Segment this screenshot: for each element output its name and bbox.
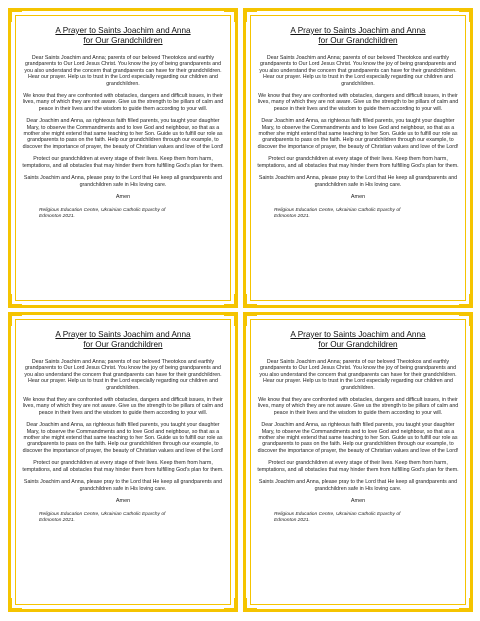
footer-credit — [39, 512, 225, 524]
card-content — [15, 319, 231, 605]
footer-line-2: Edmonton 2021. — [274, 517, 310, 523]
prayer-paragraph: Dear Saints Joachim and Anna; parents of our beloved Theotokos and earthly grandparents to Our Lord Jesus Christ. You know the joy of being grandparents and you also understand the concern that grandparents can have for their grandchildren. Hear our prayer. Help us to trust in the Lord especially regarding our children and grandchildren. — [24, 359, 222, 391]
prayer-title — [21, 26, 225, 45]
prayer-paragraph: Saints Joachim and Anna, please pray to the Lord that He keep all grandparents and grandchildren safe in His loving care. — [258, 479, 458, 492]
footer-credit — [39, 208, 225, 220]
footer-line-1: Religious Education Centre, Ukrainian Catholic Eparchy of — [39, 207, 166, 213]
prayer-title — [21, 330, 225, 349]
footer-line-1: Religious Education Centre, Ukrainian Catholic Eparchy of — [274, 511, 401, 517]
prayer-card — [243, 312, 473, 612]
prayer-title — [256, 26, 460, 45]
prayer-paragraph: Saints Joachim and Anna, please pray to the Lord that He keep all grandparents and grandchildren safe in His loving care. — [23, 175, 223, 188]
title-line-1: A Prayer to Saints Joachim and Anna — [290, 330, 426, 339]
amen-text: Amen — [350, 193, 366, 200]
card-content — [250, 15, 466, 301]
title-line-2: for Our Grandchildren — [318, 339, 398, 349]
prayer-paragraph: We know that they are confronted with obstacles, dangers and difficult issues, in their lives, many of which they are not aware. Give us the strength to be pillars of calm and peace in their lives and the wisdom to guide them according to your will. — [257, 397, 459, 416]
prayer-card — [243, 8, 473, 308]
prayer-paragraph: We know that they are confronted with obstacles, dangers and difficult issues, in their lives, many of which they are not aware. Give us the strength to be pillars of calm and peace in their lives and the wisdom to guide them according to your will. — [22, 397, 224, 416]
prayer-paragraph: Protect our grandchildren at every stage of their lives. Keep them from harm, temptations, and all obstacles that may hinder them from fulfilling God’s plan for them. — [22, 156, 224, 169]
footer-credit — [274, 208, 460, 220]
footer-credit — [274, 512, 460, 524]
prayer-paragraph: Dear Saints Joachim and Anna; parents of our beloved Theotokos and earthly grandparents to Our Lord Jesus Christ. You know the joy of being grandparents and you also understand the concern that grandparents can have for their grandchildren. Hear our prayer. Help us to trust in the Lord especially regarding our children and grandchildren. — [259, 55, 457, 87]
amen-text: Amen — [115, 497, 131, 504]
prayer-paragraph: Dear Saints Joachim and Anna; parents of our beloved Theotokos and earthly grandparents to Our Lord Jesus Christ. You know the joy of being grandparents and you also understand the concern that grandparents can have for their grandchildren. Hear our prayer. Help us to trust in the Lord especially regarding our children and grandchildren. — [24, 55, 222, 87]
prayer-paragraph: Saints Joachim and Anna, please pray to the Lord that He keep all grandparents and grandchildren safe in His loving care. — [23, 479, 223, 492]
prayer-paragraph: Protect our grandchildren at every stage of their lives. Keep them from harm, temptations, and all obstacles that may hinder them from fulfilling God’s plan for them. — [22, 460, 224, 473]
footer-line-2: Edmonton 2021. — [274, 213, 310, 219]
title-line-1: A Prayer to Saints Joachim and Anna — [55, 26, 191, 35]
amen-text: Amen — [350, 497, 366, 504]
title-line-2: for Our Grandchildren — [83, 35, 163, 45]
prayer-paragraph: Protect our grandchildren at every stage of their lives. Keep them from harm, temptations, and all obstacles that may hinder them from fulfilling God’s plan for them. — [257, 156, 459, 169]
title-line-1: A Prayer to Saints Joachim and Anna — [290, 26, 426, 35]
prayer-card — [8, 8, 238, 308]
title-line-2: for Our Grandchildren — [318, 35, 398, 45]
footer-line-1: Religious Education Centre, Ukrainian Catholic Eparchy of — [39, 511, 166, 517]
prayer-paragraph: We know that they are confronted with obstacles, dangers and difficult issues, in their lives, many of which they are not aware. Give us the strength to be pillars of calm and peace in their lives and the wisdom to guide them according to your will. — [257, 93, 459, 112]
prayer-paragraph: Dear Saints Joachim and Anna; parents of our beloved Theotokos and earthly grandparents to Our Lord Jesus Christ. You know the joy of being grandparents and you also understand the concern that grandparents can have for their grandchildren. Hear our prayer. Help us to trust in the Lord especially regarding our children and grandchildren. — [259, 359, 457, 391]
prayer-paragraph: Dear Joachim and Anna, as righteous faith filled parents, you taught your daughter Mary, to observe the Commandments and to love God and neighbour, so that as a mother she might extend that same teaching to her Son. Guide us to fulfill our role as grandparents to pass on the faith. Help our grandchildren through our example, to discover the importance of prayer, the beauty of Christian values and love of the Lord! — [257, 118, 459, 150]
footer-line-1: Religious Education Centre, Ukrainian Catholic Eparchy of — [274, 207, 401, 213]
prayer-paragraph: Dear Joachim and Anna, as righteous faith filled parents, you taught your daughter Mary, to observe the Commandments and to love God and neighbour, so that as a mother she might extend that same teaching to her Son. Guide us to fulfill our role as grandparents to pass on the faith. Help our grandchildren through our example, to discover the importance of prayer, the beauty of Christian values and love of the Lord! — [22, 118, 224, 150]
footer-line-2: Edmonton 2021. — [39, 213, 75, 219]
footer-line-2: Edmonton 2021. — [39, 517, 75, 523]
prayer-paragraph: Saints Joachim and Anna, please pray to the Lord that He keep all grandparents and grandchildren safe in His loving care. — [258, 175, 458, 188]
title-line-2: for Our Grandchildren — [83, 339, 163, 349]
prayer-paragraph: Protect our grandchildren at every stage of their lives. Keep them from harm, temptations, and all obstacles that may hinder them from fulfilling God’s plan for them. — [257, 460, 459, 473]
title-line-1: A Prayer to Saints Joachim and Anna — [55, 330, 191, 339]
prayer-paragraph: We know that they are confronted with obstacles, dangers and difficult issues, in their lives, many of which they are not aware. Give us the strength to be pillars of calm and peace in their lives and the wisdom to guide them according to your will. — [22, 93, 224, 112]
prayer-title — [256, 330, 460, 349]
card-content — [15, 15, 231, 301]
prayer-paragraph: Dear Joachim and Anna, as righteous faith filled parents, you taught your daughter Mary, to observe the Commandments and to love God and neighbour, so that as a mother she might extend that same teaching to her Son. Guide us to fulfill our role as grandparents to pass on the faith. Help our grandchildren through our example, to discover the importance of prayer, the beauty of Christian values and love of the Lord! — [22, 422, 224, 454]
amen-text: Amen — [115, 193, 131, 200]
prayer-card — [8, 312, 238, 612]
card-content — [250, 319, 466, 605]
prayer-paragraph: Dear Joachim and Anna, as righteous faith filled parents, you taught your daughter Mary, to observe the Commandments and to love God and neighbour, so that as a mother she might extend that same teaching to her Son. Guide us to fulfill our role as grandparents to pass on the faith. Help our grandchildren through our example, to discover the importance of prayer, the beauty of Christian values and love of the Lord! — [257, 422, 459, 454]
